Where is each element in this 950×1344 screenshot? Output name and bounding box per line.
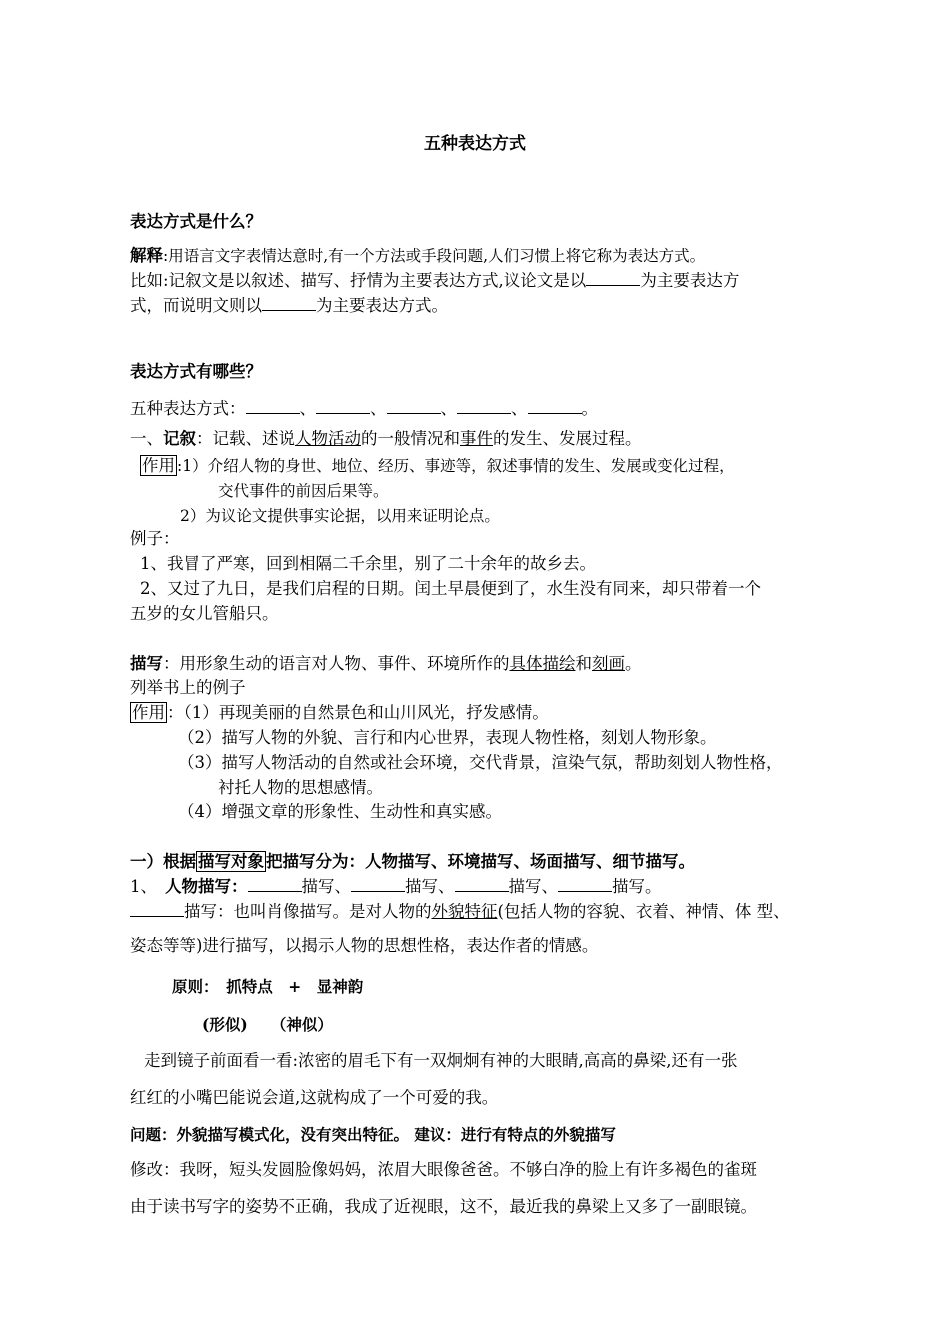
- appearance-line-1: [130, 901, 790, 923]
- description-function-2: （2）描写人物的外貌、言行和内心世界，表现人物性格，刻划人物形象。: [178, 728, 717, 747]
- blank: [262, 295, 316, 311]
- description-function-4: （4）增强文章的形象性、生动性和真实感。: [178, 802, 502, 821]
- narration-text-3: 的发生、发展过程。: [493, 429, 642, 448]
- revision-line-2: 由于读书写字的姿势不正确，我成了近视眼，这不，最近我的鼻梁上又多了一副眼镜。: [130, 1197, 757, 1216]
- category-text: 把描写分为：人物描写、环境描写、场面描写、细节描写。: [266, 852, 695, 871]
- explain-line-2: [130, 270, 739, 292]
- blank: [455, 876, 509, 892]
- period: 。: [581, 399, 598, 418]
- appearance-line-2: 姿态等等)进行描写，以揭示人物的思想性格，表达作者的情感。: [130, 936, 599, 955]
- heading-what: 表达方式是什么？: [130, 212, 262, 231]
- description-function-1: [130, 702, 549, 724]
- narration-underline-2: 事件: [460, 429, 493, 448]
- blank: [387, 398, 441, 414]
- narration-text-2: 的一般情况和: [361, 429, 460, 448]
- person-text: 描写、: [508, 877, 558, 896]
- explain-text-2b: 为主要表达方: [640, 271, 740, 290]
- person-prefix: 1、: [130, 877, 157, 896]
- blank: [586, 270, 640, 286]
- description-text-3: 。: [625, 654, 642, 673]
- description-underline-1: 具体描绘: [509, 654, 576, 673]
- narration-function-1: [140, 455, 735, 477]
- sample-paragraph-1: 走到镜子前面看一看:浓密的眉毛下有一双炯炯有神的大眼睛,高高的鼻梁,还有一张: [144, 1051, 738, 1070]
- revision-line-1: 修改：我呀，短头发圆脸像妈妈，浓眉大眼像爸爸。不够白净的脸上有许多褐色的雀斑: [130, 1160, 757, 1179]
- example-2a: 2、又过了九日，是我们启程的日期。闰土早晨便到了，水生没有同来，却只带着一个: [140, 579, 761, 598]
- explain-line-1: [130, 245, 705, 267]
- appearance-text-2: (包括人物的容貌、衣着、神情、体 型、: [497, 902, 790, 921]
- blank: [457, 398, 511, 414]
- appearance-underline: 外貌特征: [431, 902, 498, 921]
- person-text-end: 描写。: [612, 877, 662, 896]
- five-modes-line: [130, 398, 598, 420]
- explain-line-3: [130, 295, 448, 317]
- function-text-1a: :1）介绍人物的身世、地位、经历、事迹等，叙述事情的发生、发展或变化过程，: [177, 457, 735, 475]
- person-term: 人物描写：: [165, 877, 248, 896]
- narration-line: [130, 428, 642, 450]
- blank: [351, 876, 405, 892]
- separator: 、: [440, 399, 457, 418]
- description-function-3b: 衬托人物的思想感情。: [218, 778, 383, 797]
- function-box: 作用: [142, 456, 175, 475]
- separator: 、: [511, 399, 528, 418]
- sample-paragraph-2: 红红的小嘴巴能说会道,这就构成了一个可爱的我。: [130, 1088, 499, 1107]
- principle-line: 原则： 抓特点 + 显神韵: [172, 977, 364, 996]
- description-text-2: 和: [575, 654, 592, 673]
- heading-which: 表达方式有哪些？: [130, 362, 262, 381]
- function-box: 作用: [132, 703, 165, 722]
- description-line: [130, 653, 642, 675]
- description-term: 描写: [130, 654, 163, 673]
- category-box: 描写对象: [198, 852, 264, 871]
- explain-text-2a: 比如:记叙文是以叙述、描写、抒情为主要表达方式,议论文是以: [130, 271, 587, 290]
- explain-text-3b: 为主要表达方式。: [316, 296, 448, 315]
- blank: [246, 398, 300, 414]
- appearance-text-1: 描写：也叫肖像描写。是对人物的: [184, 902, 432, 921]
- narration-function-1b: 交代事件的前因后果等。: [218, 482, 389, 500]
- example-label: 例子：: [130, 529, 180, 548]
- description-underline-2: 刻画: [592, 654, 625, 673]
- narration-text-1: ：记载、述说: [196, 429, 295, 448]
- explain-text: :用语言文字表情达意时,有一个方法或手段问题,人们习惯上将它称为表达方式。: [163, 247, 706, 265]
- example-2b: 五岁的女儿管船只。: [130, 604, 279, 623]
- example-1: 1、我冒了严寒，回到相隔二千余里，别了二十余年的故乡去。: [140, 554, 596, 573]
- description-function-text-1: ：（1）再现美丽的自然景色和山川风光，抒发感情。: [167, 703, 549, 722]
- principle-sub-line: (形似) （神似）: [202, 1015, 333, 1034]
- page-title: 五种表达方式: [424, 134, 526, 154]
- problem-line: 问题：外貌描写模式化，没有突出特征。 建议：进行有特点的外貌描写: [130, 1125, 616, 1144]
- description-function-3a: （3）描写人物活动的自然或社会环境，交代背景，渲染气氛，帮助刻划人物性格，: [178, 753, 783, 772]
- separator: 、: [299, 399, 316, 418]
- separator: 、: [370, 399, 387, 418]
- person-text: 描写、: [301, 877, 351, 896]
- narration-term: 记叙: [163, 429, 196, 448]
- blank: [528, 398, 582, 414]
- category-line: [130, 851, 695, 873]
- description-text-1: ：用形象生动的语言对人物、事件、环境所作的: [163, 654, 510, 673]
- explain-text-3a: 式，而说明文则以: [130, 296, 262, 315]
- blank: [316, 398, 370, 414]
- person-description-line: [130, 876, 662, 898]
- narration-function-2: 2）为议论文提供事实论据，以用来证明论点。: [180, 507, 500, 525]
- five-modes-label: 五种表达方式：: [130, 399, 246, 418]
- person-text: 描写、: [405, 877, 455, 896]
- narration-underline-1: 人物活动: [295, 429, 361, 448]
- blank: [130, 901, 184, 917]
- blank: [558, 876, 612, 892]
- category-prefix: 一）根据: [130, 852, 196, 871]
- list-book-examples: 列举书上的例子: [130, 678, 246, 697]
- explain-label: 解释: [130, 246, 163, 265]
- blank: [248, 876, 302, 892]
- narration-prefix: 一、: [130, 429, 163, 448]
